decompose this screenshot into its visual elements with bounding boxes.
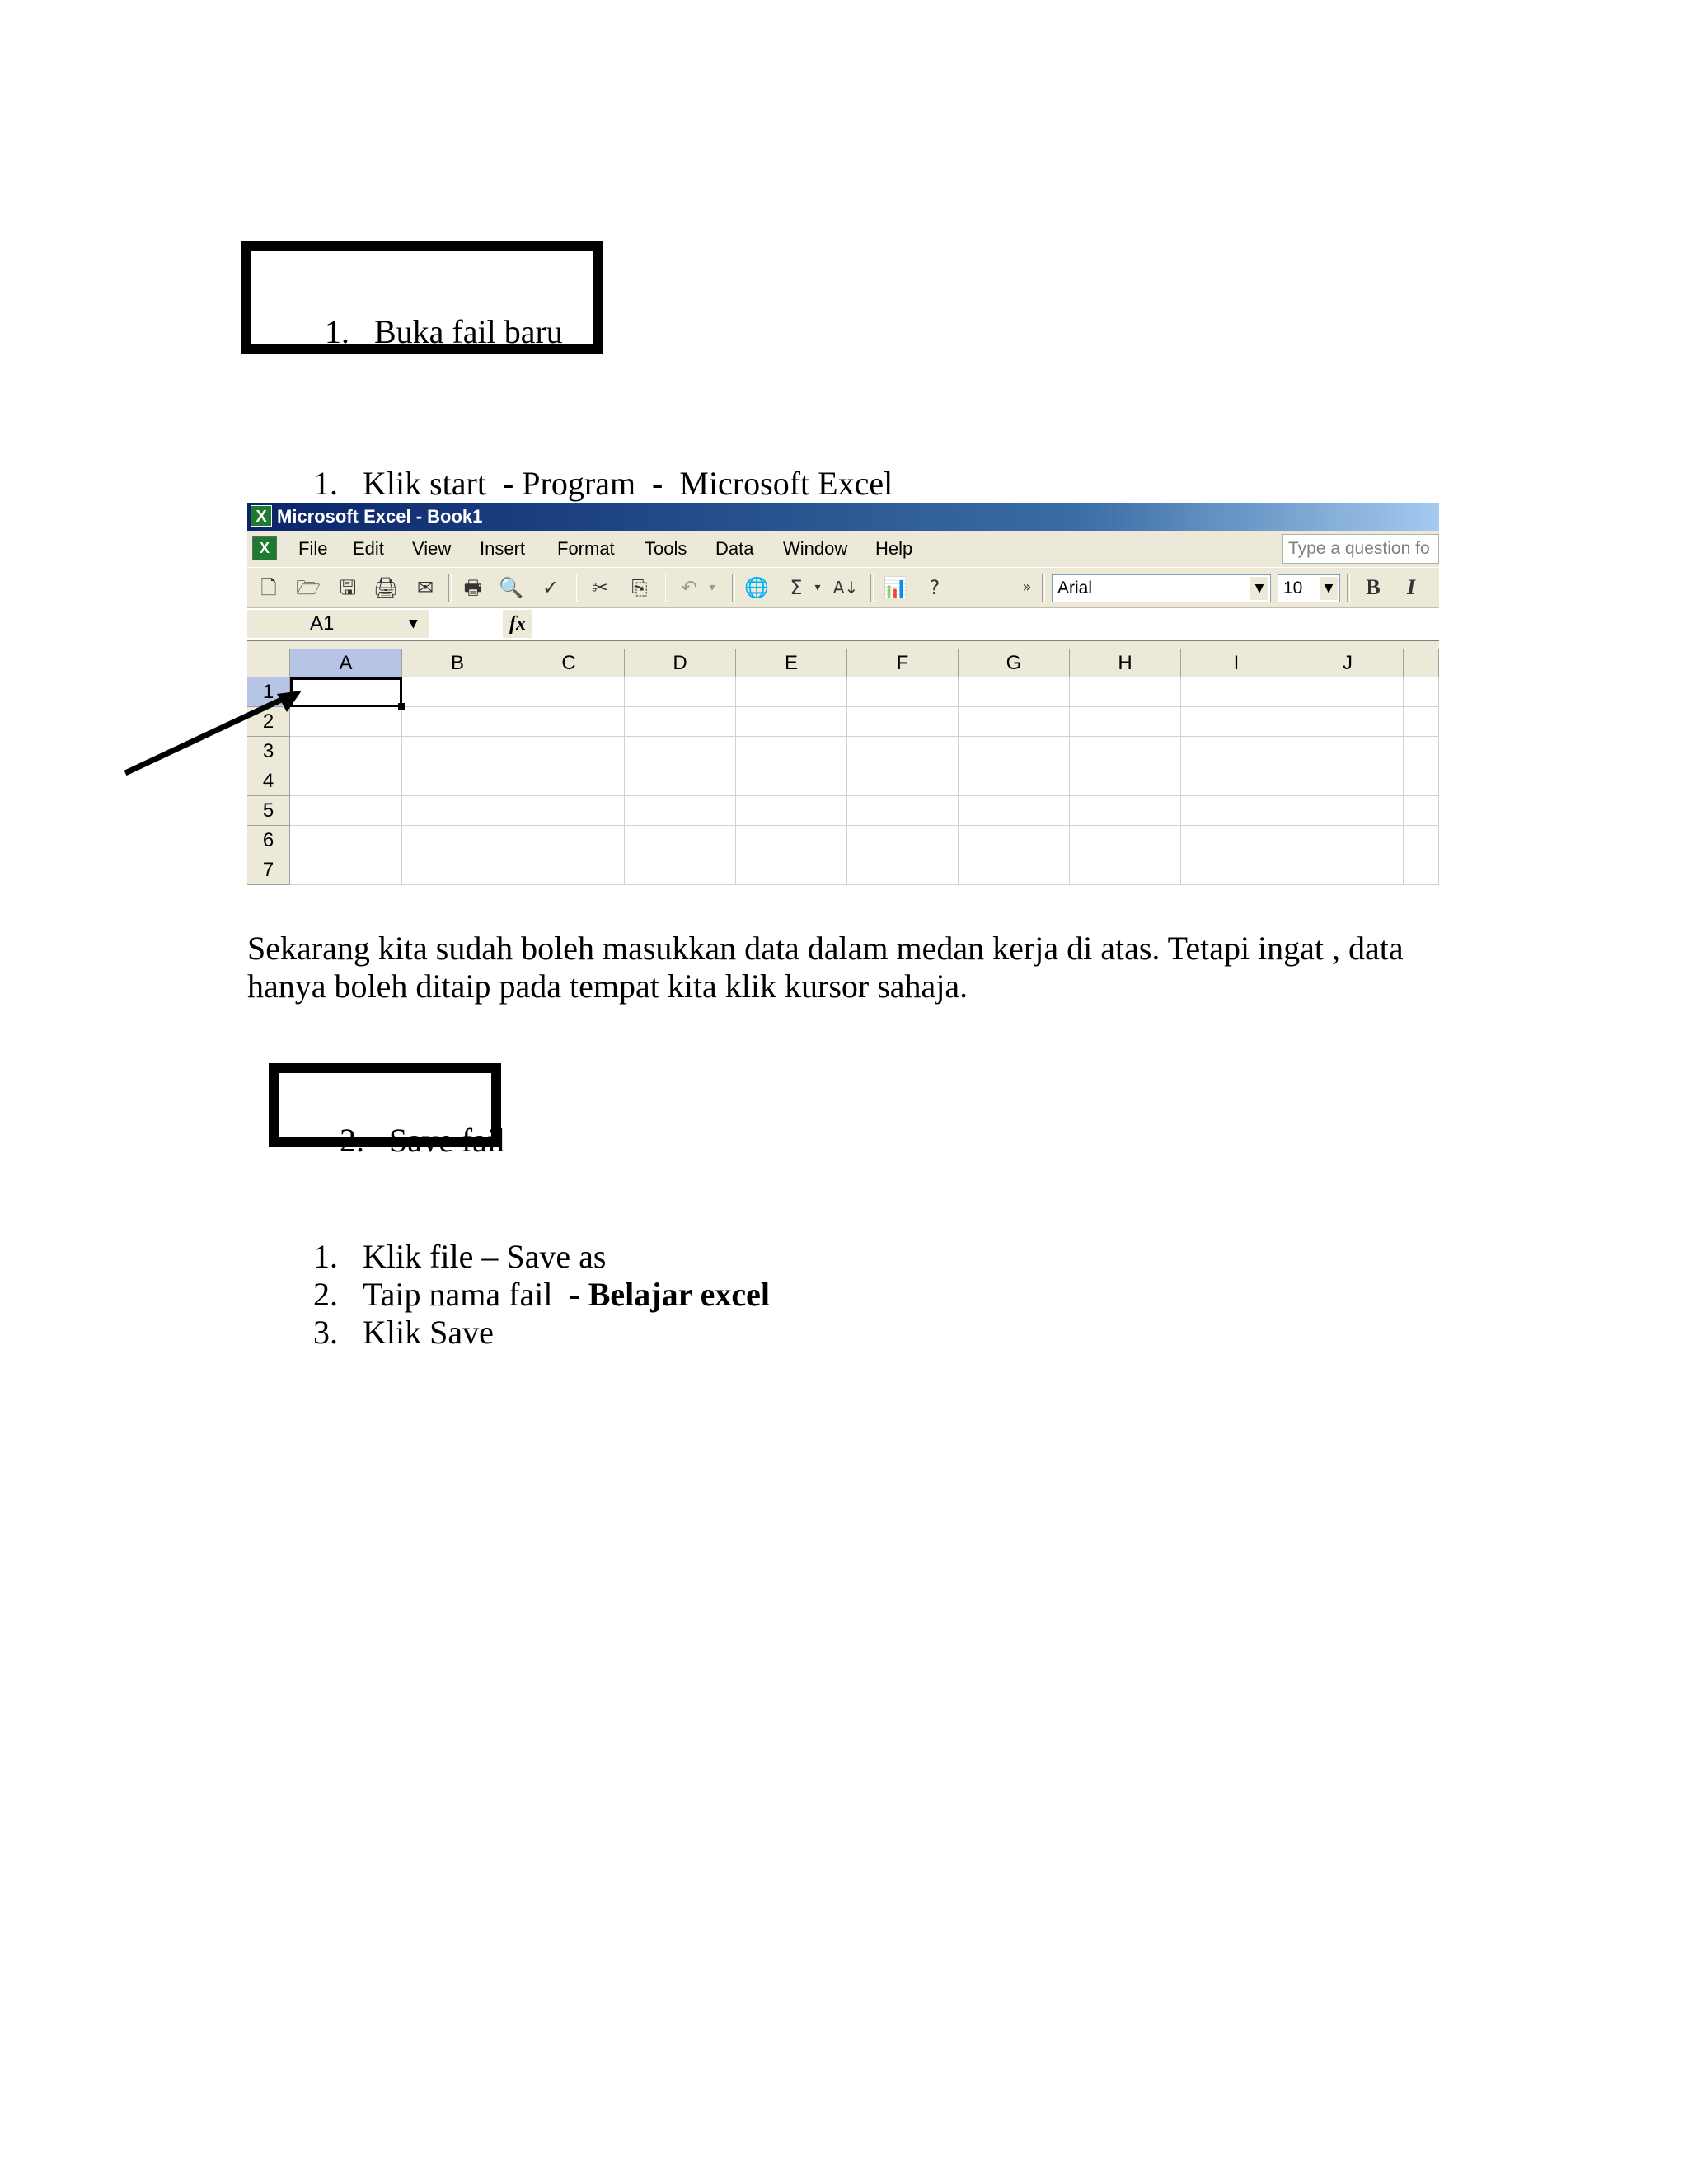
grid-cell[interactable] (736, 766, 847, 796)
grid-cell[interactable] (736, 677, 847, 707)
font-name-select[interactable] (1052, 574, 1271, 602)
column-header[interactable]: B (402, 649, 513, 677)
grid-cell[interactable] (625, 855, 736, 885)
step-number: 3. (313, 1314, 338, 1351)
grid-cell[interactable] (1404, 677, 1439, 707)
chevron-down-icon[interactable]: ▼ (1320, 577, 1338, 600)
print-preview-icon[interactable]: 🔍 (499, 576, 523, 599)
grid-cell[interactable] (1181, 737, 1292, 766)
menu-view[interactable]: View (412, 538, 452, 559)
grid-cell[interactable] (1070, 796, 1181, 826)
grid-cell[interactable] (402, 796, 513, 826)
grid-cell[interactable] (1404, 707, 1439, 737)
section-1-step (297, 427, 893, 503)
step-text: Taip nama fail - (363, 1276, 588, 1313)
select-all-corner[interactable] (247, 649, 290, 677)
menu-edit[interactable]: Edit (353, 538, 384, 559)
menu-format[interactable]: Format (557, 538, 615, 559)
grid-cell[interactable] (736, 796, 847, 826)
permission-icon[interactable]: 🖨 (373, 576, 399, 599)
print-icon[interactable]: 🖶 (463, 576, 483, 599)
grid-cell[interactable] (959, 707, 1070, 737)
row-header[interactable]: 2 (247, 707, 290, 737)
grid-cell[interactable] (513, 826, 625, 855)
grid-cell[interactable] (1404, 766, 1439, 796)
grid-cell[interactable] (513, 707, 625, 737)
chart-wizard-icon[interactable]: 📊 (883, 576, 907, 599)
grid-cell[interactable] (847, 855, 959, 885)
workbook-icon[interactable]: X (252, 536, 277, 560)
section-1-title: Buka fail baru (374, 313, 563, 350)
grid-cell[interactable] (847, 707, 959, 737)
grid-cell[interactable] (513, 855, 625, 885)
grid-cell[interactable] (1181, 826, 1292, 855)
grid-cell[interactable] (1070, 677, 1181, 707)
section-2-number: 2. (340, 1122, 364, 1159)
grid-cell[interactable] (513, 796, 625, 826)
grid-cell[interactable] (1070, 707, 1181, 737)
step-text: Klik Save (363, 1314, 494, 1351)
excel-window-screenshot (247, 503, 1439, 893)
menu-window[interactable]: Window (783, 538, 848, 559)
section-2-heading (307, 1091, 505, 1190)
row-header[interactable]: 4 (247, 766, 290, 796)
row-header[interactable]: 7 (247, 855, 290, 885)
font-size-value: 10 (1283, 579, 1303, 598)
bold-button[interactable]: B (1366, 575, 1381, 599)
step-number: 1. (313, 465, 338, 502)
grid-cell[interactable] (1181, 677, 1292, 707)
file-name-text: Belajar excel (588, 1276, 771, 1313)
column-header[interactable]: A (290, 649, 402, 677)
grid-cell[interactable] (1404, 855, 1439, 885)
grid-cell[interactable] (290, 826, 402, 855)
grid-cell[interactable] (1181, 855, 1292, 885)
grid-cell[interactable] (1070, 826, 1181, 855)
title-bar (247, 503, 1439, 531)
menu-data[interactable]: Data (715, 538, 754, 559)
menu-file[interactable]: File (298, 538, 328, 559)
section-1-number: 1. (325, 313, 349, 350)
step-text: Klik file – Save as (363, 1238, 607, 1275)
grid-cell[interactable] (625, 677, 736, 707)
menu-bar (247, 531, 1439, 567)
grid-cell[interactable] (402, 855, 513, 885)
grid-cell[interactable] (290, 796, 402, 826)
open-icon[interactable]: 🗁 (296, 576, 321, 599)
window-title: Microsoft Excel - Book1 (277, 506, 483, 527)
grid-cell[interactable] (959, 796, 1070, 826)
grid-cell[interactable] (847, 737, 959, 766)
excel-icon: X (251, 505, 272, 527)
grid-cell[interactable] (1292, 677, 1404, 707)
ask-question-box[interactable]: Type a question fo (1282, 534, 1439, 564)
grid-cell[interactable] (959, 855, 1070, 885)
grid-cell[interactable] (847, 826, 959, 855)
grid-cell[interactable] (1404, 737, 1439, 766)
grid-cell[interactable] (625, 766, 736, 796)
column-header[interactable] (1404, 649, 1439, 677)
more-buttons-icon[interactable]: » (1022, 579, 1032, 596)
menu-tools[interactable]: Tools (645, 538, 687, 559)
grid-cell[interactable] (625, 737, 736, 766)
grid-cell[interactable] (290, 855, 402, 885)
font-size-select[interactable] (1278, 574, 1340, 602)
grid-cell[interactable] (736, 737, 847, 766)
insert-function-button[interactable]: fx (503, 610, 532, 638)
menu-help[interactable]: Help (875, 538, 913, 559)
section-1-heading (292, 283, 563, 382)
row-header[interactable]: 5 (247, 796, 290, 826)
grid-cell[interactable] (513, 677, 625, 707)
worksheet-grid[interactable] (247, 649, 1439, 893)
name-box-value: A1 (310, 612, 335, 635)
grid-cell[interactable] (625, 796, 736, 826)
grid-cell[interactable] (1181, 796, 1292, 826)
grid-cell[interactable] (847, 796, 959, 826)
name-box[interactable] (247, 610, 429, 638)
column-header[interactable]: F (847, 649, 959, 677)
section-2-title: Save fail (389, 1122, 506, 1159)
italic-button[interactable]: I (1406, 575, 1416, 599)
new-icon[interactable]: 🗋 (260, 576, 277, 599)
grid-cell[interactable] (1292, 737, 1404, 766)
column-header[interactable]: D (625, 649, 736, 677)
undo-icon[interactable]: ↶ (680, 576, 698, 599)
grid-cell[interactable] (736, 826, 847, 855)
step-text: Klik start - Program - Microsoft Excel (363, 465, 893, 502)
standard-toolbar (247, 567, 1439, 608)
grid-cell[interactable] (959, 766, 1070, 796)
grid-cell[interactable] (402, 766, 513, 796)
chevron-down-icon[interactable]: ▼ (1250, 577, 1268, 600)
column-header[interactable]: G (959, 649, 1070, 677)
grid-cell[interactable] (736, 707, 847, 737)
section-2-heading-box (269, 1063, 506, 1159)
column-header[interactable]: E (736, 649, 847, 677)
grid-cell[interactable] (1181, 766, 1292, 796)
grid-cell[interactable] (847, 766, 959, 796)
section-2-step (297, 1276, 494, 1352)
spelling-icon[interactable]: ✓ (542, 576, 560, 599)
row-header[interactable]: 6 (247, 826, 290, 855)
grid-cell[interactable] (402, 707, 513, 737)
grid-cell[interactable] (1292, 766, 1404, 796)
save-icon[interactable]: 🖫 (339, 576, 357, 599)
grid-cell[interactable] (959, 737, 1070, 766)
grid-cell[interactable] (625, 707, 736, 737)
autosum-icon[interactable]: Σ (790, 576, 803, 599)
grid-cell[interactable] (1181, 707, 1292, 737)
grid-cell[interactable] (736, 855, 847, 885)
grid-cell[interactable] (1070, 737, 1181, 766)
sort-ascending-icon[interactable]: A↓ (832, 578, 859, 598)
grid-cell[interactable] (1404, 826, 1439, 855)
copy-icon[interactable]: ⎘ (631, 576, 648, 599)
formula-bar (247, 608, 1439, 641)
step-number: 1. (313, 1238, 338, 1275)
grid-cell[interactable] (513, 737, 625, 766)
grid-cell[interactable] (1292, 707, 1404, 737)
autosum-dropdown-icon[interactable]: ▾ (814, 581, 821, 594)
row-header[interactable]: 1 (247, 677, 290, 707)
section-1-heading-box (241, 241, 603, 354)
grid-cell[interactable] (1292, 796, 1404, 826)
row-header[interactable]: 3 (247, 737, 290, 766)
grid-cell[interactable] (625, 826, 736, 855)
help-icon[interactable]: ? (929, 576, 940, 599)
font-name-value: Arial (1057, 579, 1093, 598)
grid-cell[interactable] (959, 826, 1070, 855)
column-header[interactable]: H (1070, 649, 1181, 677)
menu-insert[interactable]: Insert (480, 538, 526, 559)
grid-cell[interactable] (1292, 855, 1404, 885)
step-number: 2. (313, 1276, 338, 1313)
grid-cell[interactable] (1070, 766, 1181, 796)
grid-cell[interactable] (1070, 855, 1181, 885)
cut-icon[interactable]: ✂ (591, 576, 609, 599)
column-header[interactable]: I (1181, 649, 1292, 677)
column-header[interactable]: C (513, 649, 625, 677)
grid-cell[interactable] (402, 826, 513, 855)
grid-cell[interactable] (1404, 796, 1439, 826)
column-header[interactable]: J (1292, 649, 1404, 677)
undo-dropdown-icon[interactable]: ▾ (709, 581, 715, 594)
chevron-down-icon[interactable]: ▼ (409, 617, 418, 630)
pointer-arrow-icon (115, 676, 313, 783)
email-icon[interactable]: ✉ (416, 576, 434, 599)
grid-cell[interactable] (959, 677, 1070, 707)
grid-cell[interactable] (847, 677, 959, 707)
grid-cell[interactable] (1292, 826, 1404, 855)
instruction-paragraph: Sekarang kita sudah boleh masukkan data dalam medan kerja di atas. Tetapi ingat , data hanya boleh ditaip pada tempat kita klik kursor sahaja. (247, 930, 1404, 1005)
grid-cell[interactable] (402, 737, 513, 766)
hyperlink-icon[interactable]: 🌐 (744, 576, 769, 599)
grid-cell[interactable] (513, 766, 625, 796)
grid-cell[interactable] (402, 677, 513, 707)
